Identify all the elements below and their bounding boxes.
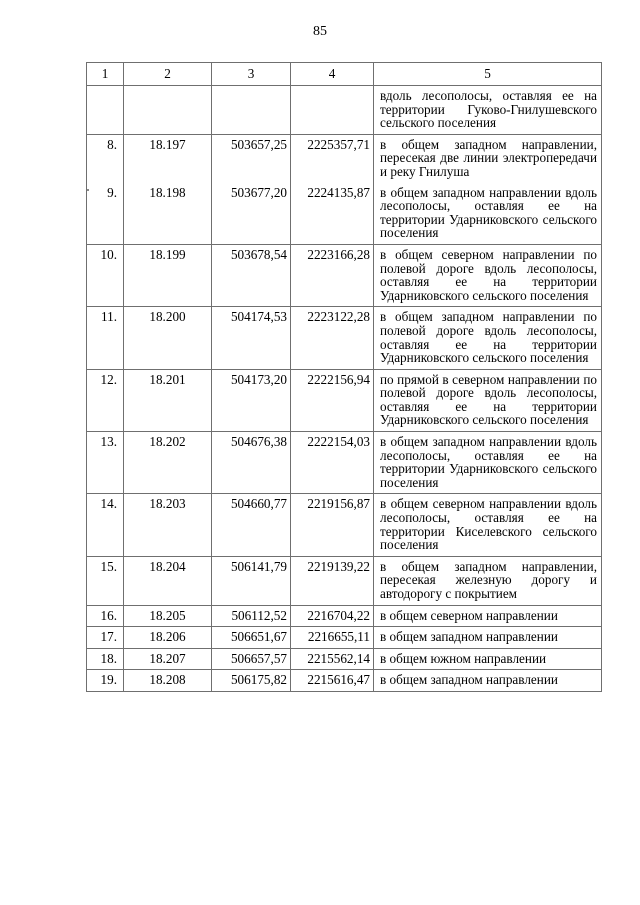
header-cell: 5 <box>374 63 602 86</box>
y-coordinate: 2223166,28 <box>291 244 374 306</box>
direction-description: в общем западном направлении по полевой дороге вдоль лесополосы, оставляя ее на территории Ударниковского сельского поселения <box>374 307 602 369</box>
direction-description: по прямой в северном направлении по полевой дороге вдоль лесополосы, оставляя ее на территории Ударниковского сельского поселения <box>374 369 602 431</box>
x-coordinate: 504676,38 <box>212 432 291 494</box>
page-number: 85 <box>313 24 327 39</box>
y-coordinate: 2215562,14 <box>291 648 374 670</box>
x-coordinate: 506112,52 <box>212 605 291 627</box>
point-number: 18.197 <box>124 134 212 182</box>
table-cell <box>87 86 124 135</box>
row-number: 16. <box>87 605 124 627</box>
direction-description: вдоль лесополосы, оставляя ее на территории Гуково-Гнилушевского сельского поселения <box>374 86 602 135</box>
x-coordinate: 506657,57 <box>212 648 291 670</box>
table-cell <box>124 86 212 135</box>
x-coordinate: 503678,54 <box>212 244 291 306</box>
row-number: 11. <box>87 307 124 369</box>
direction-description: в общем северном направлении по полевой дороге вдоль лесополосы, оставляя ее на территории Ударниковского сельского поселения <box>374 244 602 306</box>
table-row <box>87 494 602 556</box>
table-cell <box>291 86 374 135</box>
table-row <box>87 670 602 692</box>
direction-description: в общем северном направлении вдоль лесополосы, оставляя ее на территории Киселевского сельского поселения <box>374 494 602 556</box>
y-coordinate: 2216655,11 <box>291 627 374 649</box>
header-cell: 4 <box>291 63 374 86</box>
y-coordinate: 2215616,47 <box>291 670 374 692</box>
y-coordinate: 2223122,28 <box>291 307 374 369</box>
point-number: 18.206 <box>124 627 212 649</box>
table-row <box>87 432 602 494</box>
x-coordinate: 503657,25 <box>212 134 291 182</box>
table-row <box>87 648 602 670</box>
direction-description: в общем северном направлении <box>374 605 602 627</box>
point-number: 18.198 <box>124 183 212 245</box>
boundary-table <box>86 62 602 692</box>
continuation-row <box>87 86 602 135</box>
point-number: 18.207 <box>124 648 212 670</box>
table-row <box>87 556 602 605</box>
row-number: 14. <box>87 494 124 556</box>
row-number: 15. <box>87 556 124 605</box>
point-number: 18.199 <box>124 244 212 306</box>
header-row <box>87 63 602 86</box>
point-number: 18.201 <box>124 369 212 431</box>
row-number: 13. <box>87 432 124 494</box>
header-cell: 2 <box>124 63 212 86</box>
table-row <box>87 307 602 369</box>
table-row <box>87 134 602 182</box>
y-coordinate: 2222156,94 <box>291 369 374 431</box>
row-number: 10. <box>87 244 124 306</box>
y-coordinate: 2216704,22 <box>291 605 374 627</box>
point-number: 18.204 <box>124 556 212 605</box>
direction-description: в общем западном направлении <box>374 627 602 649</box>
x-coordinate: 504660,77 <box>212 494 291 556</box>
direction-description: в общем западном направлении, пересекая железную дорогу и автодорогу с покрытием <box>374 556 602 605</box>
y-coordinate: 2219139,22 <box>291 556 374 605</box>
y-coordinate: 2225357,71 <box>291 134 374 182</box>
point-number: 18.202 <box>124 432 212 494</box>
direction-description: в общем западном направлении вдоль лесополосы, оставляя ее на территории Ударниковского сельского поселения <box>374 183 602 245</box>
row-number: 17. <box>87 627 124 649</box>
x-coordinate: 504173,20 <box>212 369 291 431</box>
x-coordinate: 506651,67 <box>212 627 291 649</box>
table-row <box>87 369 602 431</box>
table-cell <box>212 86 291 135</box>
y-coordinate: 2219156,87 <box>291 494 374 556</box>
point-number: 18.208 <box>124 670 212 692</box>
table-row <box>87 627 602 649</box>
point-number: 18.203 <box>124 494 212 556</box>
row-number: 18. <box>87 648 124 670</box>
row-number: 9. <box>87 183 124 245</box>
row-number: 8. <box>87 134 124 182</box>
point-number: 18.200 <box>124 307 212 369</box>
table-row <box>87 244 602 306</box>
row-number: 19. <box>87 670 124 692</box>
header-cell: 1 <box>87 63 124 86</box>
direction-description: в общем южном направлении <box>374 648 602 670</box>
direction-description: в общем западном направлении вдоль лесополосы, оставляя ее на территории Ударниковского сельского поселения <box>374 432 602 494</box>
x-coordinate: 503677,20 <box>212 183 291 245</box>
y-coordinate: 2222154,03 <box>291 432 374 494</box>
x-coordinate: 504174,53 <box>212 307 291 369</box>
header-cell: 3 <box>212 63 291 86</box>
x-coordinate: 506175,82 <box>212 670 291 692</box>
point-number: 18.205 <box>124 605 212 627</box>
row-number: 12. <box>87 369 124 431</box>
y-coordinate: 2224135,87 <box>291 183 374 245</box>
x-coordinate: 506141,79 <box>212 556 291 605</box>
table-row <box>87 605 602 627</box>
direction-description: в общем западном направлении <box>374 670 602 692</box>
table-row <box>87 183 602 245</box>
direction-description: в общем западном направлении, пересекая две линии электропередачи и реку Гнилуша <box>374 134 602 182</box>
